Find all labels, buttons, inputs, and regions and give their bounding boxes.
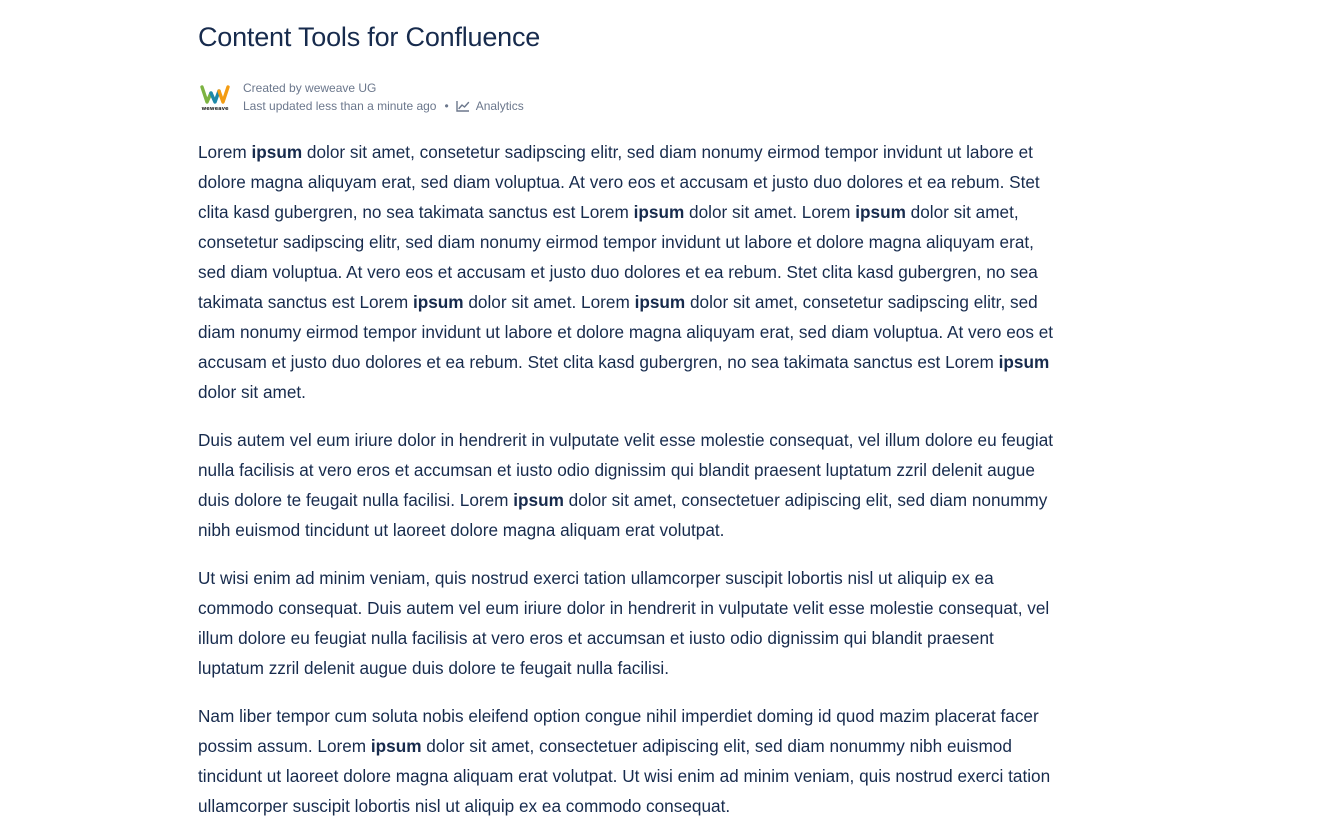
paragraph-text: dolor sit amet, consectetuer adipiscing elit, sed diam nonummy nibh euismod tincidunt ut laoreet dolore magna aliquam erat volutpat. Ut wisi enim ad minim veniam, quis nostrud exerci tation ullamcorper suscipit lobortis nisl ut aliquip ex ea commodo consequat. xyxy=(198,736,1051,816)
bold-text: ipsum xyxy=(855,202,906,222)
paragraph-text: dolor sit amet. xyxy=(198,382,306,402)
paragraph-text: dolor sit amet, consetetur sadipscing elitr, sed diam nonumy eirmod tempor invidunt ut labore et dolore magna aliquyam erat, sed diam voluptua. At vero eos et accusam et justo duo dolores et ea rebum. Stet clita kasd gubergren, no sea takimata sanctus est Lorem xyxy=(198,142,1040,222)
analytics-link[interactable] xyxy=(456,97,524,115)
line-chart-icon xyxy=(456,100,470,112)
paragraph-text: dolor sit amet, consectetuer adipiscing elit, sed diam nonummy nibh euismod tincidunt ut laoreet dolore magna aliquam erat volutpat. xyxy=(198,490,1048,540)
byline-text xyxy=(243,79,524,115)
bold-text: ipsum xyxy=(370,736,422,756)
body-paragraph xyxy=(198,701,1054,821)
page-title: Content Tools for Confluence xyxy=(198,22,541,52)
confluence-page xyxy=(198,0,1058,839)
bold-text: ipsum xyxy=(634,292,686,312)
paragraph-text: Nam liber tempor cum soluta nobis eleifend option congue nihil imperdiet doming id quod mazim placerat facer possim assum. Lorem xyxy=(198,706,1039,756)
created-by-link[interactable]: Created by weweave UG xyxy=(243,81,377,95)
weweave-logo-icon xyxy=(199,82,231,112)
bold-text: ipsum xyxy=(998,352,1050,372)
byline-separator: • xyxy=(444,99,449,113)
paragraph-text: dolor sit amet, consetetur sadipscing elitr, sed diam nonumy eirmod tempor invidunt ut labore et dolore magna aliquyam erat, sed diam voluptua. At vero eos et accusam et justo duo dolores et ea rebum. Stet clita kasd gubergren, no sea takimata sanctus est Lorem xyxy=(198,292,1054,372)
byline-meta xyxy=(243,97,524,115)
page-content xyxy=(198,137,1058,821)
last-updated-link[interactable]: Last updated less than a minute ago xyxy=(243,99,437,113)
page-byline xyxy=(198,79,1058,115)
author-avatar[interactable] xyxy=(198,80,232,114)
paragraph-text: Lorem xyxy=(198,142,252,162)
analytics-label: Analytics xyxy=(475,99,524,113)
bold-text: ipsum xyxy=(251,142,303,162)
body-paragraph xyxy=(198,563,1054,683)
paragraph-text: dolor sit amet. Lorem xyxy=(463,292,635,312)
paragraph-text: dolor sit amet. Lorem xyxy=(684,202,856,222)
bold-text: ipsum xyxy=(633,202,685,222)
paragraph-text: Ut wisi enim ad minim veniam, quis nostrud exerci tation ullamcorper suscipit lobortis nisl ut aliquip ex ea commodo consequat. Duis autem vel eum iriure dolor in hendrerit in vulputate velit esse molestie consequat, vel illum dolore eu feugiat nulla facilisis at vero eros et accumsan et iusto odio dignissim qui blandit praesent luptatum zzril delenit augue duis dolore te feugait nulla facilisi. xyxy=(198,568,1050,678)
paragraph-text: Duis autem vel eum iriure dolor in hendrerit in vulputate velit esse molestie consequat, vel illum dolore eu feugiat nulla facilisis at vero eros et accumsan et iusto odio dignissim qui blandit praesent luptatum zzril delenit augue duis dolore te feugait nulla facilisi. Lorem xyxy=(198,430,1054,510)
bold-text: ipsum xyxy=(412,292,464,312)
paragraph-text: dolor sit amet, consetetur sadipscing elitr, sed diam nonumy eirmod tempor invidunt ut labore et dolore magna aliquyam erat, sed diam voluptua. At vero eos et accusam et justo duo dolores et ea rebum. Stet clita kasd gubergren, no sea takimata sanctus est Lorem xyxy=(198,202,1038,312)
avatar-label: weweave xyxy=(201,106,229,112)
body-paragraph xyxy=(198,425,1054,545)
body-paragraph xyxy=(198,137,1054,407)
bold-text: ipsum xyxy=(513,490,564,510)
